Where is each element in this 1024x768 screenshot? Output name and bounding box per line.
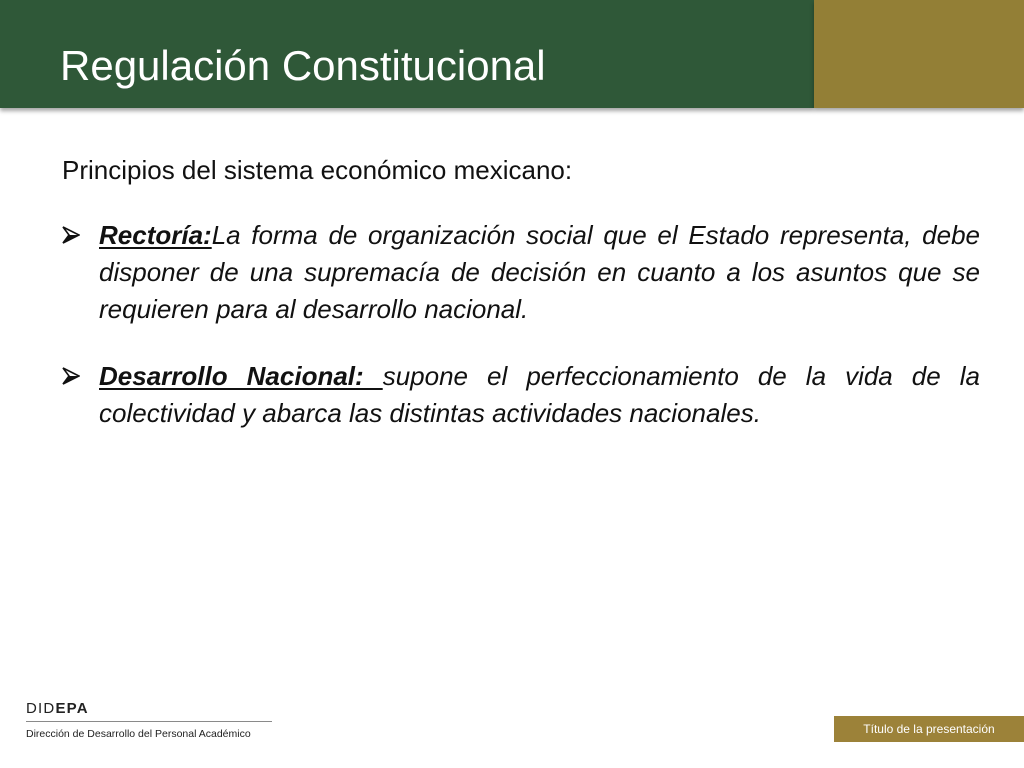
logo-divider [26,721,272,722]
bullet-term: Desarrollo Nacional: [99,361,383,391]
slide-title: Regulación Constitucional [60,42,546,89]
intro-text: Principios del sistema económico mexicano: [62,155,573,185]
bullet-term: Rectoría: [99,220,212,250]
slide-content [62,152,980,462]
bullet-text: supone el perfeccionamiento de la vida de la colectividad y abarca las distintas actividades nacionales. [99,361,980,428]
bullet-text: La forma de organización social que el Estado representa, debe disponer de una supremacía de decisión en cuanto a los asuntos que se requieren para al desarrollo nacional. [99,220,980,324]
presentation-title-tag: Título de la presentación [834,716,1024,742]
logo-wordmark [26,700,272,718]
header-accent-block [814,0,1024,108]
bullet-item-desarrollo-nacional [62,358,980,432]
arrowhead-bullet-icon [62,367,80,385]
logo-wordmark-part2: EPA [55,700,89,717]
logo-wordmark-part1: DID [26,700,56,717]
didepa-logo [26,700,272,740]
header-bar [0,0,814,108]
arrowhead-bullet-icon [62,226,80,244]
bullet-item-rectoria [62,217,980,328]
logo-subtitle: Dirección de Desarrollo del Personal Académico [26,728,251,740]
